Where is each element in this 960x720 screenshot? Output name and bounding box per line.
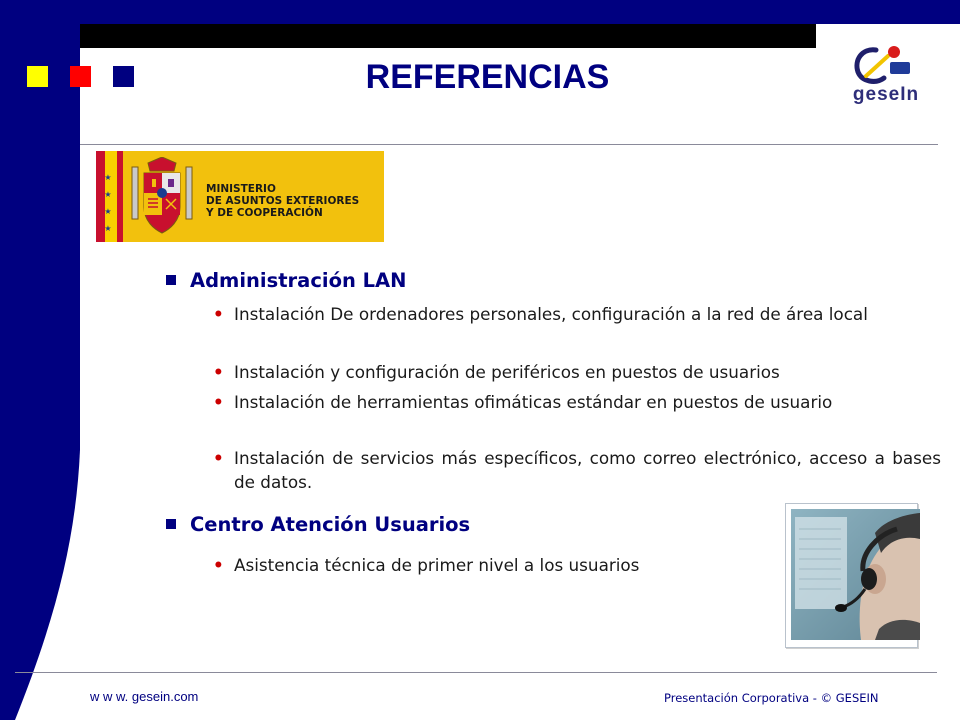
- red-square-icon: [70, 66, 91, 87]
- ministry-line: MINISTERIO: [206, 183, 276, 195]
- bottom-divider: [15, 672, 937, 673]
- black-band: [0, 24, 816, 48]
- slide-title: REFERENCIAS: [365, 58, 610, 96]
- bullet-item: [213, 554, 773, 578]
- red-dot-icon: •: [213, 392, 224, 412]
- square-bullet-icon: [166, 275, 176, 285]
- ministry-name: [206, 183, 384, 219]
- bullet-text: Instalación de servicios más específicos, como correo electrónico, acceso a bases de datos.: [234, 448, 941, 492]
- footer-copyright: Presentación Corporativa - © GESEIN: [664, 691, 879, 705]
- red-dot-icon: •: [213, 362, 224, 382]
- ministry-line: DE ASUNTOS EXTERIORES: [206, 195, 360, 207]
- top-divider: [80, 144, 938, 145]
- red-dot-icon: •: [213, 555, 224, 575]
- section-heading-text: Administración LAN: [190, 269, 407, 292]
- bullet-text: Instalación y configuración de periféricos en puestos de usuarios: [234, 362, 780, 382]
- bullet-item: [213, 361, 941, 385]
- section-heading: [166, 513, 470, 536]
- left-side-swoosh: [0, 0, 120, 720]
- bullet-text: Instalación de herramientas ofimáticas estándar en puestos de usuario: [234, 392, 833, 412]
- coat-of-arms-icon: [128, 157, 196, 237]
- bullet-text: Asistencia técnica de primer nivel a los usuarios: [234, 555, 640, 575]
- gesein-logo-text: geseIn: [852, 84, 920, 105]
- bullet-item: [213, 303, 941, 327]
- section-heading: [166, 269, 406, 292]
- headset-operator-photo-icon: [791, 509, 920, 640]
- footer-website: w w w. gesein.com: [90, 689, 199, 704]
- top-bar: [0, 0, 960, 24]
- bullet-text: Instalación De ordenadores personales, configuración a la red de área local: [234, 304, 868, 324]
- bullet-item: [213, 447, 941, 494]
- eu-stars-icon: ★ ★ ★ ★: [104, 173, 112, 233]
- red-dot-icon: •: [213, 304, 224, 324]
- square-bullet-icon: [166, 519, 176, 529]
- section-heading-text: Centro Atención Usuarios: [190, 513, 471, 536]
- blue-square-icon: [113, 66, 134, 87]
- bullet-item: [213, 391, 941, 415]
- yellow-square-icon: [27, 66, 48, 87]
- ministry-logo: [96, 151, 384, 242]
- red-dot-icon: •: [213, 448, 224, 468]
- ministry-line: Y DE COOPERACIÓN: [206, 207, 323, 219]
